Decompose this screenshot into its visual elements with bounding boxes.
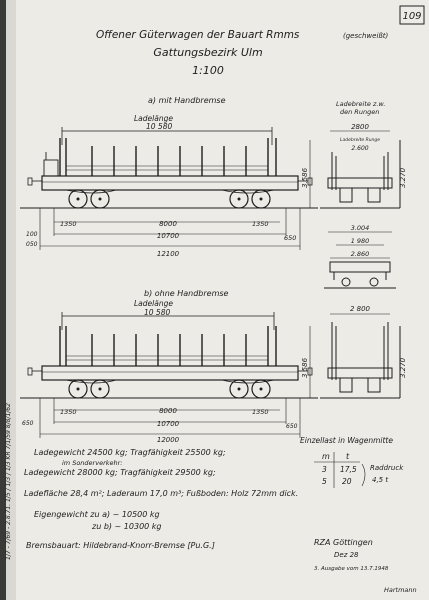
view-b-dim-10700: 10700 bbox=[156, 420, 180, 428]
spec-line-1: Ladegewicht 24500 kg; Tragfähigkeit 25500 kg; bbox=[34, 448, 226, 457]
side-stamp: 1/7 - 7/69 - 2.8.71. 1/5 / 1/3 / 1/3 KR 7/1/59 8/8/1/62 bbox=[5, 403, 12, 560]
view-a-height-3586: 3.586 bbox=[301, 167, 309, 188]
view-b-end-height-3270: 3.270 bbox=[399, 357, 407, 378]
footer-date: Dez 28 bbox=[334, 551, 359, 559]
view-a-load-length-label: Ladelänge bbox=[134, 114, 173, 123]
view-b-height-3586: 3 586 bbox=[301, 357, 309, 378]
view-b-load-length: 10 580 bbox=[144, 308, 171, 317]
end-view-width-2600: 2.600 bbox=[351, 145, 369, 152]
view-b-dim-12000: 12000 bbox=[156, 436, 180, 444]
view-a-dim-050: 050 bbox=[26, 241, 38, 248]
view-b-load-length-label: Ladelänge bbox=[134, 299, 173, 308]
view-a-dim-1350-right: 1350 bbox=[252, 220, 269, 228]
view-a-heading: a) mit Handbremse bbox=[148, 96, 226, 105]
load-table-row-1-t: 17,5 bbox=[340, 465, 357, 474]
spec-line-4: Eigengewicht zu a) ~ 10500 kg bbox=[34, 510, 160, 519]
end-view-width-1980: 1 980 bbox=[350, 237, 370, 245]
end-view-height-3270: 3.270 bbox=[399, 167, 407, 188]
load-table-side-label-1: Raddruck bbox=[370, 464, 404, 472]
end-view-label-2: den Rungen bbox=[340, 108, 380, 116]
end-view-width-2800: 2800 bbox=[351, 123, 369, 131]
load-table-row-2-t: 20 bbox=[342, 477, 352, 486]
spec-line-1b: im Sonderverkehr: bbox=[62, 459, 123, 467]
end-view-label-1: Ladebreite z.w. bbox=[336, 100, 386, 108]
footer-edition: 3. Ausgabe vom 13.7.1948 bbox=[314, 566, 389, 572]
title-note: (geschweißt) bbox=[343, 32, 389, 40]
load-table-col-t: t bbox=[346, 452, 350, 461]
view-b-dim-1350-left: 1350 bbox=[60, 408, 77, 416]
view-a-dim-10700: 10700 bbox=[156, 232, 180, 240]
load-table-col-m: m bbox=[322, 452, 330, 461]
view-b-heading: b) ohne Handbremse bbox=[144, 289, 229, 298]
scale-label: 1:100 bbox=[192, 64, 224, 77]
view-a-dim-12100: 12100 bbox=[156, 250, 180, 258]
view-a-load-length: 10 580 bbox=[146, 122, 173, 131]
load-table-row-1-m: 3 bbox=[322, 465, 327, 474]
view-b-dim-1350-right: 1350 bbox=[252, 408, 269, 416]
end-view-width-3004: 3.004 bbox=[350, 224, 370, 232]
view-b-end-width-2800: 2 800 bbox=[349, 305, 371, 313]
end-view-width-2860: 2.860 bbox=[350, 250, 370, 258]
view-a-dim-100: 100 bbox=[26, 231, 38, 238]
view-a-dim-8000: 8000 bbox=[159, 220, 177, 228]
title-line-1: Offener Güterwagen der Bauart Rmms bbox=[96, 29, 300, 41]
load-table-side-label-2: 4,5 t bbox=[372, 476, 389, 484]
view-a-dim-1350-left: 1350 bbox=[60, 220, 77, 228]
spec-line-3: Ladefläche 28,4 m²; Laderaum 17,0 m³; Fußboden: Holz 72mm dick. bbox=[24, 489, 299, 498]
load-table-heading: Einzellast in Wagenmitte bbox=[300, 436, 393, 445]
view-a-dim-650: 650 bbox=[284, 234, 297, 242]
view-b-dim-650-right: 650 bbox=[286, 423, 298, 430]
title-line-2: Gattungsbezirk Ulm bbox=[153, 46, 263, 59]
end-view-sub-label: Ladebreite Runge bbox=[340, 138, 381, 143]
spec-line-6: Bremsbauart: Hildebrand-Knorr-Bremse [Pu.G.] bbox=[26, 541, 215, 550]
spec-line-5: zu b) ~ 10300 kg bbox=[92, 522, 162, 531]
footer-signature: Hartmann bbox=[384, 586, 417, 594]
load-table-row-2-m: 5 bbox=[322, 477, 327, 486]
spec-line-2: Ladegewicht 28000 kg; Tragfähigkeit 29500 kg; bbox=[24, 468, 216, 477]
view-b-dim-650-left: 650 bbox=[22, 420, 34, 427]
page-number: 109 bbox=[402, 11, 422, 22]
footer-office: RZA Göttingen bbox=[314, 538, 373, 547]
view-b-dim-8000: 8000 bbox=[159, 407, 177, 415]
